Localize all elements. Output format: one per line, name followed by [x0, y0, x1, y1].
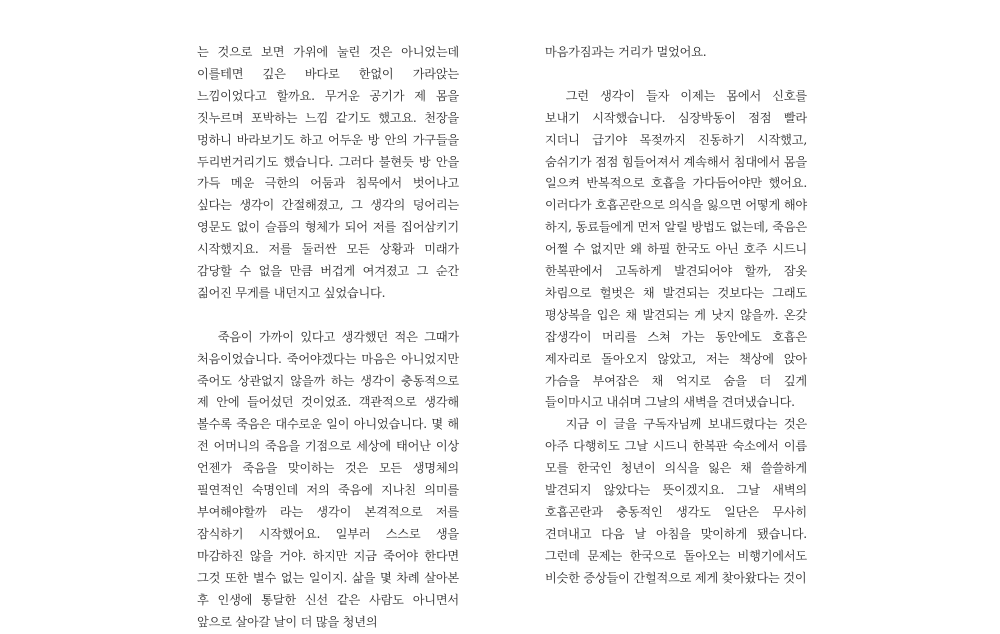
right-page-column [545, 42, 807, 590]
right-paragraph-3: 지금 이 글을 구독자님께 보내드렸다는 것은 아주 다행히도 그날 시드니 한복판 숙소에서 이름 모를 한국인 청년이 의식을 잃은 채 쓸쓸하게 발견되지 않았다는 뜻이겠지요. 그날 새벽의 호흡곤란과 충동적인 생각도 일단은 무사히 견뎌내고 다음 날 아침을 맞이하게 됐습니다. 그런데 문제는 한국으로 돌아오는 비행기에서도 비슷한 증상들이 간헐적으로 제게 찾아왔다는 것이 [545, 417, 807, 585]
right-paragraph-1: 마음가짐과는 거리가 멀었어요. [545, 45, 707, 59]
right-paragraph-2: 그런 생각이 들자 이제는 몸에서 신호를 보내기 시작했습니다. 심장박동이 점점 빨라 지더니 급기야 목젖까지 진동하기 시작했고, 숨쉬기가 점점 힘들어져서 계속해서 침대에서 몸을 일으켜 반복적으로 호흡을 가다듬어야만 했어요. 이러다가 호흡곤란으로 의식을 잃으면 어떻게 해야 하지, 동료들에게 먼저 알릴 방법도 없는데, 죽음은 어쩔 수 없지만 왜 하필 한국도 아닌 호주 시드니 한복판에서 고독하게 발견되어야 할까, 잠옷 차림으로 헐벗은 채 발견되는 것보다는 그래도 평상복을 입은 채 발견되는 게 낫지 않을까. 온갖 잡생각이 머리를 스쳐 가는 동안에도 호흡은 제자리로 돌아오지 않았고, 저는 책상에 앉아 가슴을 부여잡은 채 억지로 숨을 더 깊게 들이마시고 내쉬며 그날의 새벽을 견뎌냈습니다. [545, 88, 807, 410]
left-paragraph-1: 는 것으로 보면 가위에 눌린 것은 아니었는데 이를테면 깊은 바다로 한없이 가라앉는 느낌이었다고 할까요. 무거운 공기가 제 몸을 짓누르며 포박하는 느낌 같기도 했고요. 천장을 멍하니 바라보기도 하고 어두운 방 안의 가구들을 두리번거리기도 했습니다. 그러다 불현듯 방 안을 가득 메운 극한의 어둠과 침묵에서 벗어나고 싶다는 생각이 간절해졌고, 그 생각의 덩어리는 영문도 없이 슬픔의 형체가 되어 저를 집어삼키기 시작했지요. 저를 둘러싼 모든 상황과 미래가 감당할 수 없을 만큼 버겁게 여겨졌고 그 순간 짊어진 무게를 내던지고 싶었습니다. [197, 45, 459, 300]
left-page-column [197, 42, 459, 633]
left-paragraph-2: 죽음이 가까이 있다고 생각했던 적은 그때가 처음이었습니다. 죽어야겠다는 마음은 아니었지만 죽어도 상관없지 않을까 하는 생각이 충동적으로 제 안에 들어섰던 것이었죠. 객관적으로 생각해 볼수록 죽음은 대수로운 일이 아니었습니다. 몇 해 전 어머니의 죽음을 기점으로 세상에 태어난 이상 언젠가 죽음을 맞이하는 것은 모든 생명체의 필연적인 숙명인데 저의 죽음에 지나친 의미를 부여해야할까 라는 생각이 본격적으로 저를 잠식하기 시작했어요. 일부러 스스로 생을 마감하진 않을 거야. 하지만 지금 죽어야 한다면 그것 또한 별수 없는 일이지. 삶을 몇 차례 살아본 후 인생에 통달한 신선 같은 사람도 아니면서 앞으로 살아갈 날이 더 많을 청년의 [197, 329, 459, 629]
